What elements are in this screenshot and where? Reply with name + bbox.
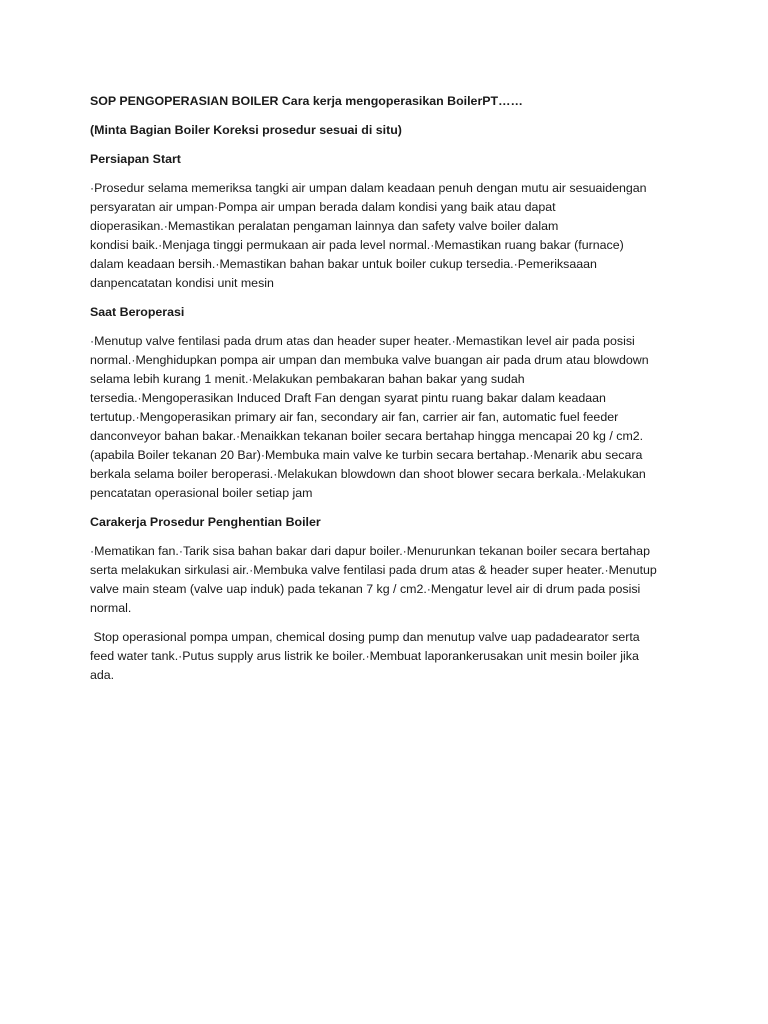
section-heading: Carakerja Prosedur Penghentian Boiler (90, 515, 321, 529)
paragraph-line: danpencatatan kondisi unit mesin (90, 276, 274, 290)
paragraph-line: danconveyor bahan bakar.·Menaikkan tekanan boiler secara bertahap hingga mencapai 20 kg / cm2. (90, 429, 644, 443)
paragraph-line: dalam keadaan bersih.·Memastikan bahan bakar untuk boiler cukup tersedia.·Pemeriksaaan (90, 257, 597, 271)
document-page (90, 92, 680, 695)
section-penghentian-boiler (90, 513, 680, 685)
section-persiapan-start (90, 150, 680, 293)
paragraph-line: berkala selama boiler beroperasi.·Melakukan blowdown dan shoot blower secara berkala.·Melakukan (90, 467, 646, 481)
document-title: SOP PENGOPERASIAN BOILER Cara kerja mengoperasikan BoilerPT…… (90, 94, 523, 108)
section-paragraph (90, 542, 680, 618)
paragraph-line: persyaratan air umpan·Pompa air umpan berada dalam kondisi yang baik atau dapat (90, 200, 556, 214)
paragraph-line: normal. (90, 601, 132, 615)
paragraph-line: ·Prosedur selama memeriksa tangki air umpan dalam keadaan penuh dengan mutu air sesuaidengan (90, 181, 647, 195)
paragraph-line: ·Menutup valve fentilasi pada drum atas dan header super heater.·Memastikan level air pada posisi (90, 334, 635, 348)
section-paragraph (90, 332, 680, 503)
section-heading: Persiapan Start (90, 152, 181, 166)
section-paragraph (90, 628, 680, 685)
paragraph-line: ada. (90, 668, 115, 682)
paragraph-line: tersedia.·Mengoperasikan Induced Draft Fan dengan syarat pintu ruang bakar dalam keadaan (90, 391, 606, 405)
section-heading: Saat Beroperasi (90, 305, 185, 319)
paragraph-line: ·Mematikan fan.·Tarik sisa bahan bakar dari dapur boiler.·Menurunkan tekanan boiler secara bertahap (90, 544, 650, 558)
paragraph-line: serta melakukan sirkulasi air.·Membuka valve fentilasi pada drum atas & header super heater.·Menutup (90, 563, 657, 577)
paragraph-line: kondisi baik.·Menjaga tinggi permukaan air pada level normal.·Memastikan ruang bakar (furnace) (90, 238, 624, 252)
paragraph-line: selama lebih kurang 1 menit.·Melakukan pembakaran bahan bakar yang sudah (90, 372, 525, 386)
paragraph-line: pencatatan operasional boiler setiap jam (90, 486, 313, 500)
section-paragraph (90, 179, 680, 293)
document-note: (Minta Bagian Boiler Koreksi prosedur sesuai di situ) (90, 123, 402, 137)
paragraph-line: Stop operasional pompa umpan, chemical dosing pump dan menutup valve uap padadearator serta (90, 630, 640, 644)
paragraph-line: (apabila Boiler tekanan 20 Bar)·Membuka main valve ke turbin secara bertahap.·Menarik abu secara (90, 448, 643, 462)
paragraph-line: tertutup.·Mengoperasikan primary air fan, secondary air fan, carrier air fan, automatic fuel feeder (90, 410, 619, 424)
paragraph-line: feed water tank.·Putus supply arus listrik ke boiler.·Membuat laporankerusakan unit mesin boiler jika (90, 649, 639, 663)
section-saat-beroperasi (90, 303, 680, 503)
paragraph-line: valve main steam (valve uap induk) pada tekanan 7 kg / cm2.·Mengatur level air di drum pada posisi (90, 582, 641, 596)
paragraph-line: dioperasikan.·Memastikan peralatan pengaman lainnya dan safety valve boiler dalam (90, 219, 559, 233)
paragraph-line: normal.·Menghidupkan pompa air umpan dan membuka valve buangan air pada drum atau blowdown (90, 353, 649, 367)
